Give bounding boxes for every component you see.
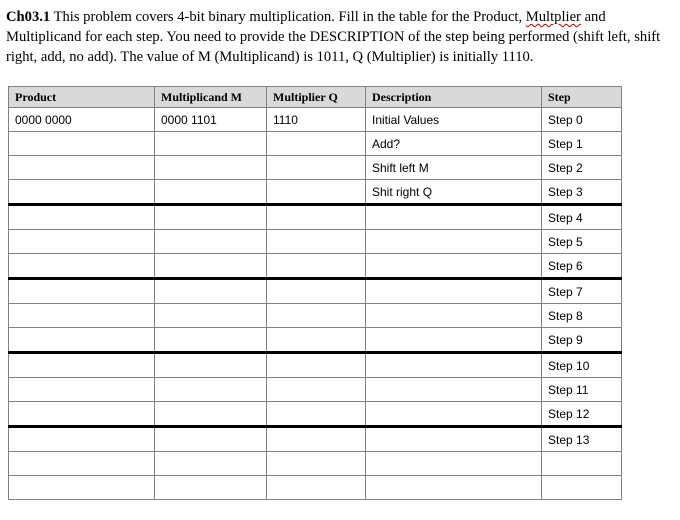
multiplicand-cell[interactable] [155,180,267,205]
table-row [9,205,622,230]
multiplier-cell[interactable] [267,304,366,328]
problem-text-part-2: and Multiplicand for each step. You need to provide the DESCRIPTION of the step being performed (shift left, shift right, add, no add). The value of M (Multiplicand) is 1011, Q (Multiplier) is initially 1110. [6,9,661,65]
multiplicand-cell[interactable] [155,230,267,254]
table-row [9,452,622,476]
table-row [9,402,622,427]
multiplicand-cell[interactable] [155,452,267,476]
multiplicand-cell[interactable] [155,279,267,304]
multiplier-cell[interactable] [267,279,366,304]
table-row [9,353,622,378]
table-row [9,279,622,304]
step-cell[interactable]: Step 11 [542,378,622,402]
multiplicand-cell[interactable] [155,476,267,500]
multiplicand-cell[interactable] [155,132,267,156]
description-cell[interactable]: Shift left M [366,156,542,180]
description-cell[interactable]: Initial Values [366,108,542,132]
table-row [9,156,622,180]
description-cell[interactable] [366,353,542,378]
problem-text-part-1: This problem covers 4-bit binary multiplication. Fill in the table for the Product, [50,9,526,25]
table-row [9,378,622,402]
description-cell[interactable] [366,230,542,254]
table-row [9,180,622,205]
multiplier-cell[interactable]: 1110 [267,108,366,132]
product-cell[interactable] [9,476,155,500]
step-cell[interactable]: Step 1 [542,132,622,156]
multiplicand-cell[interactable] [155,378,267,402]
step-cell[interactable]: Step 2 [542,156,622,180]
multiplier-cell[interactable] [267,254,366,279]
table-row [9,230,622,254]
step-cell[interactable]: Step 9 [542,328,622,353]
product-cell[interactable] [9,205,155,230]
table-row [9,427,622,452]
step-cell[interactable] [542,452,622,476]
header-step: Step [542,87,622,108]
description-cell[interactable] [366,254,542,279]
multiplier-cell[interactable] [267,402,366,427]
misspelled-word: Multplier [525,9,581,25]
description-cell[interactable] [366,304,542,328]
description-cell[interactable] [366,378,542,402]
multiplicand-cell[interactable] [155,205,267,230]
multiplicand-cell[interactable] [155,304,267,328]
multiplier-cell[interactable] [267,353,366,378]
problem-label: Ch03.1 [6,9,51,25]
product-cell[interactable] [9,304,155,328]
product-cell[interactable] [9,402,155,427]
product-cell[interactable] [9,254,155,279]
product-cell[interactable] [9,328,155,353]
multiplier-cell[interactable] [267,180,366,205]
table-row [9,108,622,132]
product-cell[interactable] [9,180,155,205]
product-cell[interactable]: 0000 0000 [9,108,155,132]
step-cell[interactable] [542,476,622,500]
product-cell[interactable] [9,132,155,156]
step-cell[interactable]: Step 8 [542,304,622,328]
step-cell[interactable]: Step 13 [542,427,622,452]
step-cell[interactable]: Step 5 [542,230,622,254]
step-cell[interactable]: Step 6 [542,254,622,279]
description-cell[interactable] [366,205,542,230]
description-cell[interactable] [366,476,542,500]
description-cell[interactable] [366,279,542,304]
step-cell[interactable]: Step 12 [542,402,622,427]
table-row [9,254,622,279]
product-cell[interactable] [9,353,155,378]
description-cell[interactable]: Shit right Q [366,180,542,205]
header-multiplicand: Multiplicand M [155,87,267,108]
product-cell[interactable] [9,156,155,180]
multiplier-cell[interactable] [267,132,366,156]
description-cell[interactable] [366,452,542,476]
product-cell[interactable] [9,279,155,304]
table-row [9,132,622,156]
table-row [9,304,622,328]
multiplicand-cell[interactable] [155,427,267,452]
multiplicand-cell[interactable] [155,156,267,180]
product-cell[interactable] [9,230,155,254]
description-cell[interactable] [366,402,542,427]
multiplier-cell[interactable] [267,476,366,500]
description-cell[interactable] [366,427,542,452]
header-multiplier: Multiplier Q [267,87,366,108]
multiplicand-cell[interactable] [155,353,267,378]
header-description: Description [366,87,542,108]
multiplier-cell[interactable] [267,452,366,476]
step-cell[interactable]: Step 0 [542,108,622,132]
step-cell[interactable]: Step 4 [542,205,622,230]
table-row [9,328,622,353]
problem-statement [6,7,674,67]
multiplicand-cell[interactable] [155,254,267,279]
description-cell[interactable]: Add? [366,132,542,156]
multiplication-table [8,86,622,500]
multiplier-cell[interactable] [267,230,366,254]
header-row [9,87,622,108]
multiplier-cell[interactable] [267,328,366,353]
step-cell[interactable]: Step 3 [542,180,622,205]
multiplier-cell[interactable] [267,427,366,452]
product-cell[interactable] [9,452,155,476]
product-cell[interactable] [9,427,155,452]
product-cell[interactable] [9,378,155,402]
step-cell[interactable]: Step 7 [542,279,622,304]
header-product: Product [9,87,155,108]
multiplier-cell[interactable] [267,205,366,230]
multiplicand-cell[interactable] [155,402,267,427]
step-cell[interactable]: Step 10 [542,353,622,378]
table-row [9,476,622,500]
table-body [9,108,622,500]
multiplicand-cell[interactable] [155,328,267,353]
multiplicand-cell[interactable]: 0000 1101 [155,108,267,132]
multiplier-cell[interactable] [267,378,366,402]
description-cell[interactable] [366,328,542,353]
multiplier-cell[interactable] [267,156,366,180]
